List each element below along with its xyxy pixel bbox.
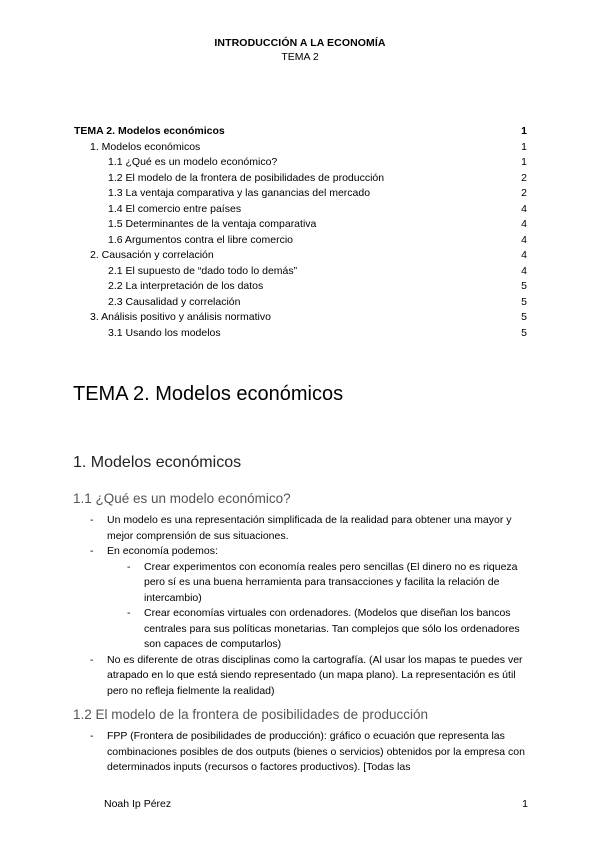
footer-author: Noah Ip Pérez bbox=[104, 798, 172, 810]
bullet-dash: - bbox=[90, 545, 94, 557]
list-item-text: En economía podemos: bbox=[107, 545, 218, 557]
bullet-dash: - bbox=[90, 730, 94, 742]
toc-entry-page: 5 bbox=[521, 295, 527, 308]
bullet-dash: - bbox=[90, 514, 94, 526]
list-item-text: FPP (Frontera de posibilidades de producción): gráfico o ecuación que representa las combinaciones posibles de dos outputs (bienes o servicios) obtenidos por la empresa con determinados inputs (recursos o factores productivos). [Todas las bbox=[107, 730, 525, 773]
toc-entry-text: 1.1 ¿Qué es un modelo económico? bbox=[108, 156, 278, 168]
toc-entry-text: 1. Modelos económicos bbox=[90, 140, 201, 153]
toc-entry-text: 1.6 Argumentos contra el libre comercio bbox=[108, 233, 294, 246]
list-item bbox=[73, 606, 529, 653]
toc-entry-page: 2 bbox=[521, 171, 527, 184]
toc-entry[interactable] bbox=[74, 279, 527, 295]
document-header bbox=[0, 37, 600, 64]
toc-entry-text: 2.2 La interpretación de los datos bbox=[108, 280, 264, 292]
section-title: 1. Modelos económicos bbox=[73, 454, 242, 471]
toc-entry-page: 5 bbox=[521, 311, 527, 323]
toc-entry[interactable] bbox=[74, 202, 527, 218]
page-footer bbox=[104, 798, 528, 810]
toc-entry[interactable] bbox=[74, 310, 527, 326]
toc-entry-text: 2.1 El supuesto de “dado todo lo demás” bbox=[108, 264, 298, 277]
toc-entry-text: 2. Causación y correlación bbox=[90, 249, 214, 261]
toc-entry[interactable] bbox=[74, 186, 527, 202]
toc-entry-page: 4 bbox=[521, 249, 527, 261]
toc-entry-text: 1.5 Determinantes de la ventaja comparativa bbox=[108, 218, 317, 230]
list-item bbox=[73, 544, 529, 560]
toc-entry-page: 1 bbox=[521, 125, 527, 137]
toc-entry-page: 5 bbox=[521, 326, 527, 339]
list-item bbox=[73, 653, 529, 700]
subsection-title-1-1: 1.1 ¿Qué es un modelo económico? bbox=[73, 491, 291, 506]
toc-entry[interactable] bbox=[74, 326, 527, 342]
toc-entry-text: 3. Análisis positivo y análisis normativo bbox=[90, 311, 271, 323]
toc-entry[interactable] bbox=[74, 264, 527, 280]
toc-entry[interactable] bbox=[74, 217, 527, 233]
toc-entry-text: 1.2 El modelo de la frontera de posibilidades de producción bbox=[108, 171, 385, 184]
list-item-text: Un modelo es una representación simplificada de la realidad para obtener una mayor y mejor comprensión de sus situaciones. bbox=[107, 514, 512, 542]
bullet-dash: - bbox=[127, 607, 131, 619]
toc-entry-text: 1.3 La ventaja comparativa y las ganancias del mercado bbox=[108, 187, 371, 199]
list-item-text: No es diferente de otras disciplinas como la cartografía. (Al usar los mapas te puedes ver atrapado en lo que está siendo representado (un mapa plano). La representación es útil pero no refleja fielmente la realidad) bbox=[107, 653, 523, 697]
bullet-dash: - bbox=[127, 560, 131, 573]
toc-entry-page: 4 bbox=[521, 218, 527, 230]
toc-entry[interactable] bbox=[74, 155, 527, 171]
bullet-dash: - bbox=[90, 653, 94, 666]
table-of-contents bbox=[74, 124, 527, 341]
toc-entry[interactable] bbox=[74, 124, 527, 140]
toc-entry[interactable] bbox=[74, 171, 527, 187]
toc-entry[interactable] bbox=[74, 295, 527, 311]
toc-entry-page: 1 bbox=[521, 140, 527, 153]
toc-entry-text: 3.1 Usando los modelos bbox=[108, 326, 221, 339]
toc-entry-page: 5 bbox=[521, 280, 527, 292]
toc-entry[interactable] bbox=[74, 233, 527, 249]
main-title: TEMA 2. Modelos económicos bbox=[73, 383, 344, 405]
toc-entry-page: 4 bbox=[521, 233, 527, 246]
list-item bbox=[73, 729, 529, 776]
header-title: INTRODUCCIÓN A LA ECONOMÍA bbox=[214, 37, 386, 49]
footer-page-number: 1 bbox=[522, 798, 528, 810]
subsection-1-1-list bbox=[73, 513, 529, 699]
list-item bbox=[73, 560, 529, 607]
subsection-1-2-list bbox=[73, 729, 529, 776]
toc-entry-page: 1 bbox=[521, 156, 527, 168]
list-item-text: Crear economías virtuales con ordenadores. (Modelos que diseñan los bancos centrales para sus políticas monetarias. Tan complejos que sólo los ordenadores son capaces de computarlos) bbox=[144, 607, 520, 650]
toc-entry[interactable] bbox=[74, 140, 527, 156]
subsection-title-1-2: 1.2 El modelo de la frontera de posibilidades de producción bbox=[73, 707, 428, 722]
toc-entry-text: 1.4 El comercio entre países bbox=[108, 202, 242, 215]
toc-entry[interactable] bbox=[74, 248, 527, 264]
toc-entry-page: 4 bbox=[521, 202, 527, 215]
header-subtitle: TEMA 2 bbox=[281, 51, 319, 63]
list-item-text: Crear experimentos con economía reales pero sencillas (El dinero no es riqueza pero sí es una buena herramienta para transacciones y facilita la relación de intercambio) bbox=[144, 560, 518, 604]
toc-entry-page: 4 bbox=[521, 264, 527, 277]
toc-entry-text: 2.3 Causalidad y correlación bbox=[108, 295, 241, 308]
list-item bbox=[73, 513, 529, 544]
toc-entry-text: TEMA 2. Modelos económicos bbox=[74, 125, 225, 137]
toc-entry-page: 2 bbox=[521, 187, 527, 199]
